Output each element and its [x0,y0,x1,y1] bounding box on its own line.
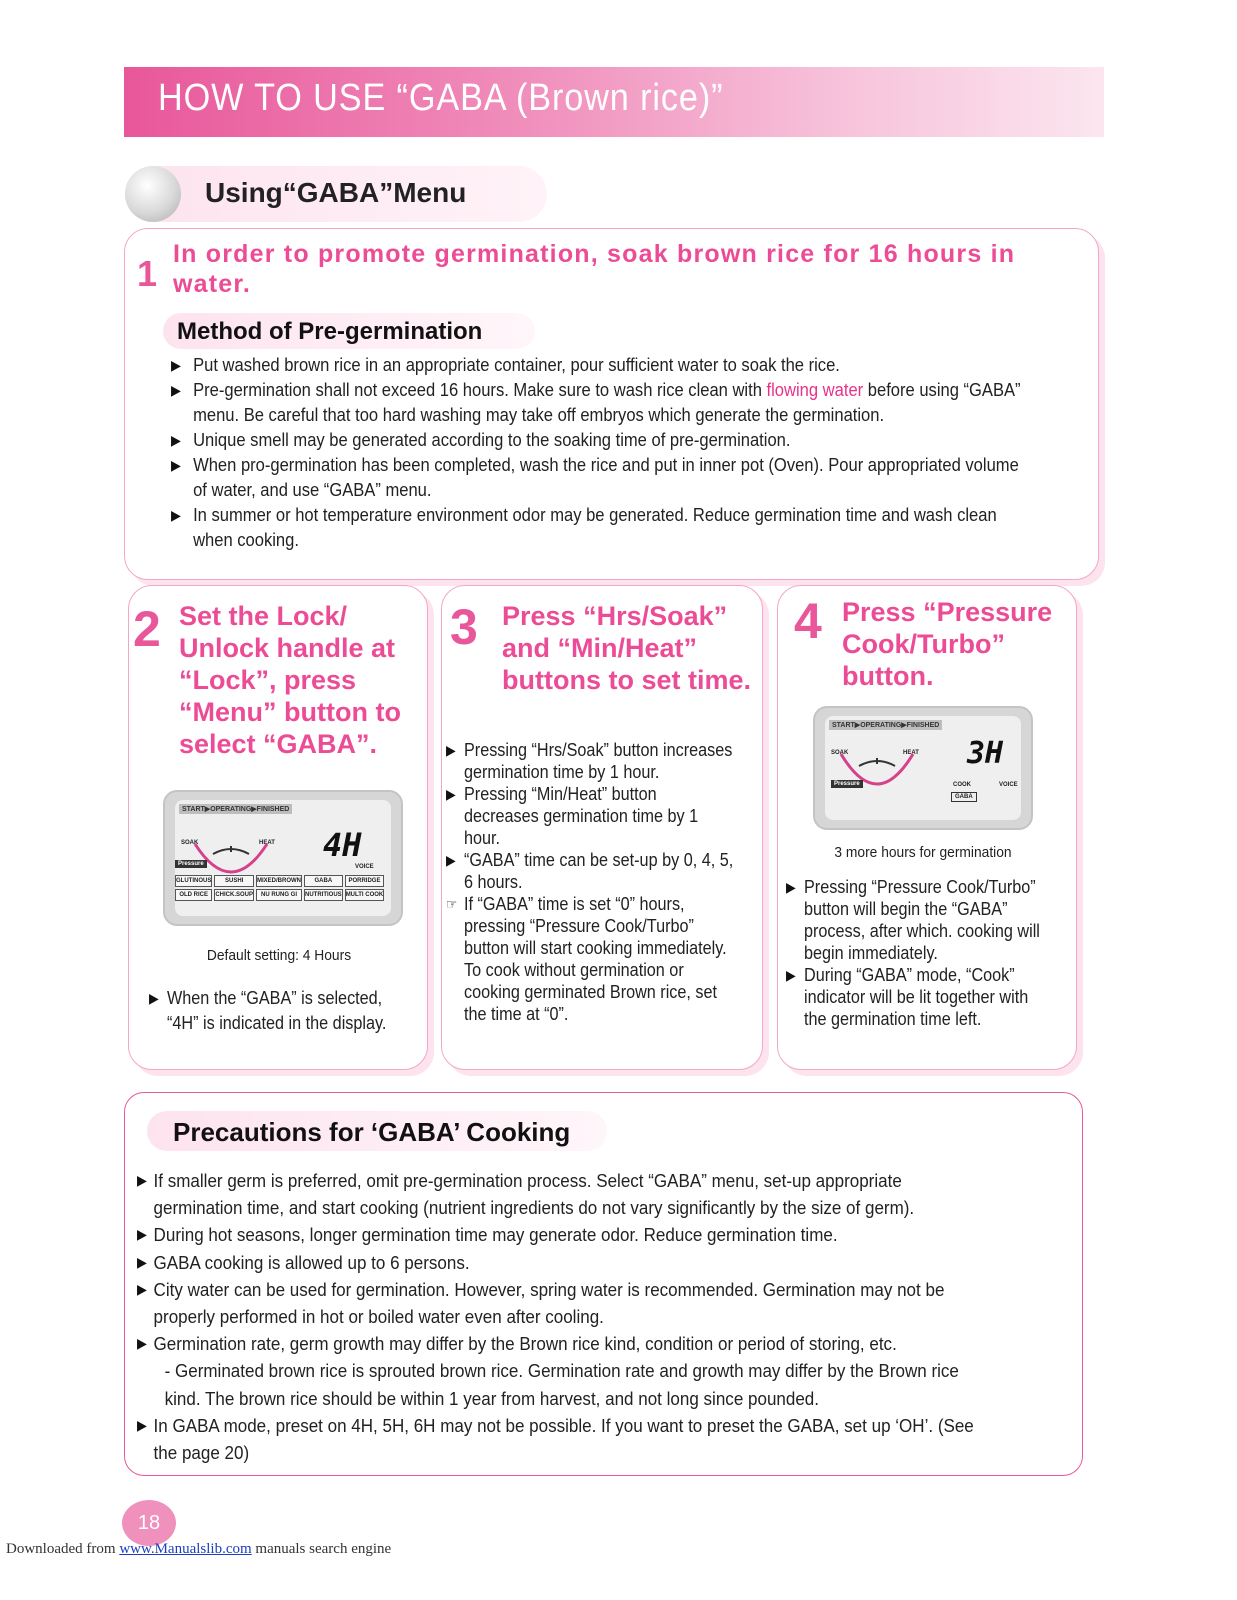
precautions-title: Precautions for ‘GABA’ Cooking [173,1117,571,1147]
pressure-indicator: Pressure [175,860,207,868]
section-title: Using“GABA”Menu [205,177,467,208]
method-title: Method of Pre-germination [177,318,483,345]
time-readout: 4H [323,826,362,864]
page-title: HOW TO USE “GABA (Brown rice)” [158,77,724,119]
pressure-indicator: Pressure [831,780,863,788]
display-caption: 3 more hours for germination [834,844,1012,861]
list-item: ▶ Unique smell may be generated according to the soaking time of pre-germination. [171,428,1027,453]
cook-label: COOK [953,782,971,788]
list-item: ▶ When pro-germination has been completed, wash the rice and put in inner pot (Oven). Pour appropriated volume of water, and use “GABA” menu. [171,455,1019,500]
highlight-text: flowing water [766,380,864,400]
soak-label: SOAK [181,840,199,846]
pointing-hand-icon: ☞ [446,896,458,912]
arrow-right-icon: ▶ [137,1280,147,1297]
list-item: ▶ During hot seasons, longer germination time may generate odor. Reduce germination time. [137,1221,993,1248]
menu-item-nutritious: NUTRITIOUS [304,889,343,901]
step1-number: 1 [137,253,158,294]
list-item: ▶ Pressing “Min/Heat” button decreases germination time by 1 hour. [446,784,699,848]
arrow-right-icon: ▶ [171,357,181,373]
step1-bullet-list [171,353,1101,553]
section-bullet-icon [125,166,181,222]
menu-item-multi-cook: MULTI COOK [345,889,385,901]
list-item: ▶ In summer or hot temperature environment odor may be generated. Reduce germination time and wash clean when cooking. [171,505,997,550]
step1-card [124,228,1099,580]
menu-item-gaba: GABA [304,875,343,887]
arrow-right-icon: ▶ [149,990,159,1006]
step1-heading: In order to promote germination, soak brown rice for 16 hours in water. [173,240,1016,298]
arrow-right-icon: ▶ [446,742,456,758]
step4-bullet-list [786,876,1078,1030]
list-item: ▶ GABA cooking is allowed up to 6 persons. [137,1249,993,1276]
arrow-right-icon: ▶ [446,786,456,802]
step2-bullet-list [149,986,444,1036]
list-item: ▶ Pre-germination shall not exceed 16 hours. Make sure to wash rice clean with flowing water before using “GABA” menu. Be careful that too hard washing may take off embryos which generate the germination. [171,380,1021,425]
footer [6,1541,391,1558]
menu-item-old-rice: OLD RICE [175,889,212,901]
section-heading [125,166,547,222]
arrow-right-icon: ▶ [137,1172,147,1188]
footer-prefix: Downloaded from [6,1541,120,1557]
precautions-bullet-list [137,1167,1067,1466]
lcd-screen [175,800,391,916]
step2-card [128,585,428,1070]
arrow-right-icon: ▶ [137,1335,147,1352]
list-item: ▶ If smaller germ is preferred, omit pre-germination process. Select “GABA” menu, set-up appropriate germination time, and start cooking (nutrient ingredients do not vary significantly by the size of germ). [137,1167,993,1221]
footer-suffix: manuals search engine [251,1541,392,1557]
page-number: 18 [122,1500,176,1546]
lcd-screen [825,716,1021,820]
menu-item-nu-rung-gi: NU RUNG GI [256,889,302,901]
list-item: ▶ When the “GABA” is selected, “4H” is indicated in the display. [149,988,387,1033]
arrow-right-icon: ▶ [137,1226,147,1243]
list-item: ▶ During “GABA” mode, “Cook” indicator will be lit together with the germination time left. [786,965,1029,1029]
voice-label: VOICE [999,782,1018,788]
voice-label: VOICE [355,864,374,870]
progress-indicator: START▶OPERATING▶FINISHED [179,804,292,814]
step3-heading: Press “Hrs/Soak” and “Min/Heat” buttons to set time. [502,601,751,695]
arrow-right-icon: ▶ [171,432,181,448]
menu-grid [175,875,384,901]
method-heading [163,313,535,349]
precautions-heading [147,1111,607,1151]
menu-item-porridge: PORRIDGE [345,875,385,887]
step4-number: 4 [794,593,822,649]
step3-card [441,585,763,1070]
list-item: ▶ Pressing “Pressure Cook/Turbo” button will begin the “GABA” process, after which. cooking will begin immediately. [786,877,1040,963]
step4-heading: Press “Pressure Cook/Turbo” button. [842,597,1053,691]
heat-label: HEAT [903,750,919,756]
gaba-indicator: GABA [951,792,977,802]
list-item: ▶ Pressing “Hrs/Soak” button increases germination time by 1 hour. [446,740,733,782]
lcd-display [813,706,1033,830]
soak-label: SOAK [831,750,849,756]
step2-number: 2 [133,601,161,657]
arrow-right-icon: ▶ [446,852,456,868]
note-item: ☞ If “GABA” time is set “0” hours, pressing “Pressure Cook/Turbo” button will start cooking immediately. To cook without germination or cooking germinated Brown rice, set the time at “0”. [446,894,727,1024]
step3-bullet-list [446,739,766,1025]
note-item: - Germinated brown rice is sprouted brown rice. Germination rate and growth may differ by the Brown rice kind. The brown rice should be within 1 year from harvest, and not long since pounded. [164,1360,959,1409]
list-item: ▶ City water can be used for germination. However, spring water is recommended. Germination may not be properly performed in hot or boiled water even after cooling. [137,1276,993,1330]
time-readout: 3H [967,736,1004,771]
menu-item-sushi: SUSHI [214,875,254,887]
display-caption: Default setting: 4 Hours [206,947,352,964]
list-item: ▶ Germination rate, germ growth may differ by the Brown rice kind, condition or period of storing, etc. [137,1330,993,1357]
progress-indicator: START▶OPERATING▶FINISHED [829,720,942,730]
arrow-right-icon: ▶ [786,879,796,895]
arrow-right-icon: ▶ [786,967,796,983]
menu-item-chick-soup: CHICK.SOUP [214,889,254,901]
arrow-right-icon: ▶ [171,457,181,473]
step2-heading: Set the Lock/ Unlock handle at “Lock”, press “Menu” button to select “GABA”. [179,601,401,759]
list-item: ▶ Put washed brown rice in an appropriate container, pour sufficient water to soak the rice. [171,353,1027,378]
step3-number: 3 [450,599,478,655]
lcd-display [163,790,403,926]
heat-label: HEAT [259,840,275,846]
footer-link[interactable]: www.Manualslib.com [119,1541,252,1557]
arrow-right-icon: ▶ [137,1416,147,1433]
menu-item-glutinous: GLUTINOUS [175,875,212,887]
arrow-right-icon: ▶ [171,507,181,523]
arrow-right-icon: ▶ [137,1253,147,1270]
step4-card [777,585,1077,1070]
arrow-right-icon: ▶ [171,382,181,398]
header-band [124,67,1104,137]
menu-item-mixed-brown: MIXED/BROWN [256,875,302,887]
list-item: ▶ In GABA mode, preset on 4H, 5H, 6H may not be possible. If you want to preset the GABA, set up ‘OH’. (See the page 20) [137,1412,993,1466]
list-item: ▶ “GABA” time can be set-up by 0, 4, 5, 6 hours. [446,850,734,892]
precautions-card [124,1092,1083,1476]
